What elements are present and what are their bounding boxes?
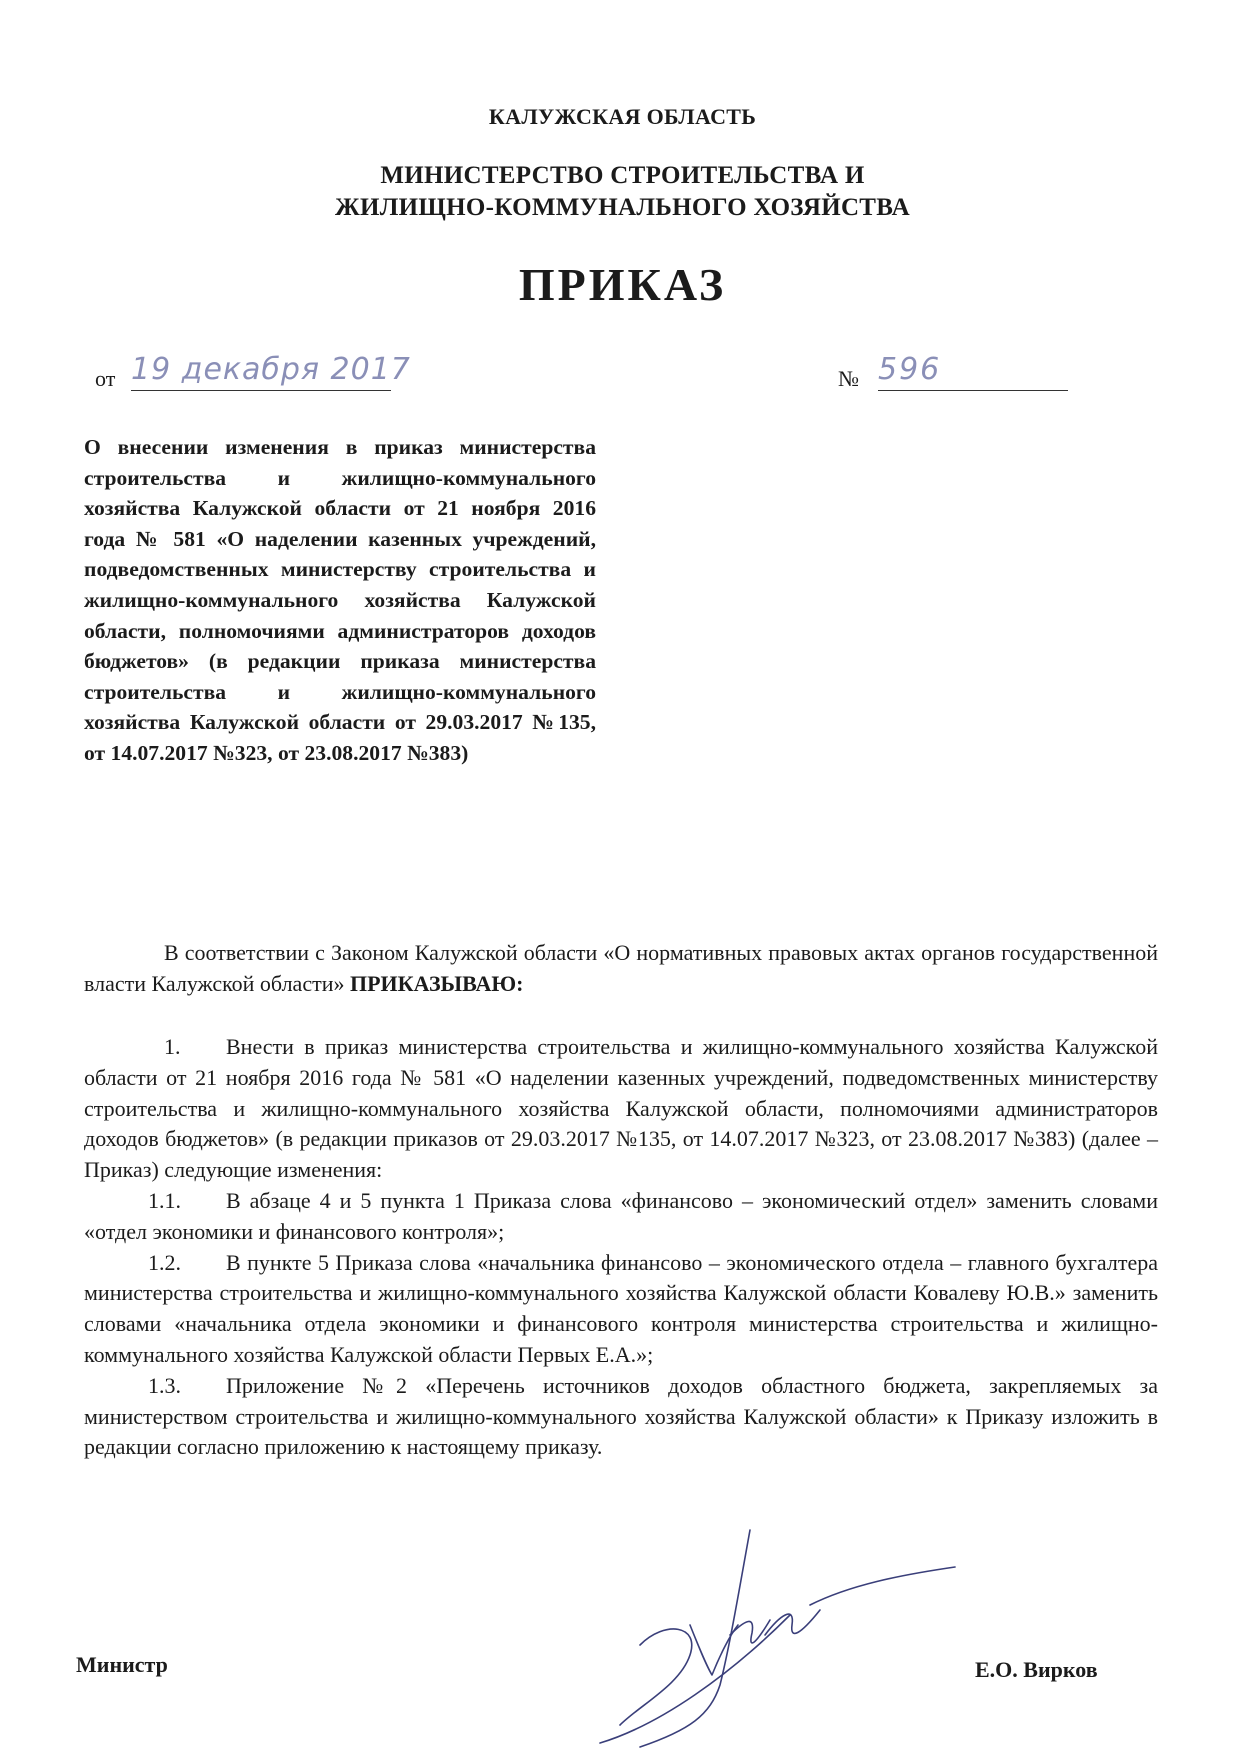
item-text: В абзаце 4 и 5 пункта 1 Приказа слова «финансово – экономический отдел» заменить словами «отдел экономики и финансового контроля»; bbox=[84, 1187, 1158, 1244]
preamble-paragraph bbox=[84, 938, 1158, 1000]
region-name: КАЛУЖСКАЯ ОБЛАСТЬ bbox=[488, 104, 757, 129]
item-text: Внести в приказ министерства строительства и жилищно-коммунального хозяйства Калужской области от 21 ноября 2016 года № 581 «О наделении казенных учреждений, подведомственных министерству строительства и жилищно-коммунального хозяйства Калужской области, полномочиями администраторов доходов бюджетов» (в редакции приказов от 29.03.2017 №135, от 14.07.2017 №323, от 23.08.2017 №383) (далее – Приказ) следующие изменения: bbox=[84, 1034, 1158, 1183]
item-number: 1.1. bbox=[148, 1187, 181, 1213]
item-text: В пункте 5 Приказа слова «начальника финансово – экономического отдела – главного бухгалтера министерства строительства и жилищно-коммунального хозяйства Калужской области Ковалеву Ю.В.» заменить словами «начальника отдела экономики и финансового контроля министерства строительства и жилищно-коммунального хозяйства Калужской области Первых Е.А.»; bbox=[84, 1249, 1158, 1367]
order-item bbox=[84, 1032, 1158, 1186]
item-number: 1.2. bbox=[148, 1249, 181, 1275]
order-item bbox=[84, 1371, 1158, 1463]
item-number: 1. bbox=[164, 1034, 181, 1059]
item-text: Приложение №2 «Перечень источников доходов областного бюджета, закрепляемых за министерством строительства и жилищно-коммунального хозяйства Калужской области» к Приказу изложить в редакции согласно приложению к настоящему приказу. bbox=[84, 1372, 1158, 1460]
ministry-name-line-2: ЖИЛИЩНО-КОММУНАЛЬНОГО ХОЗЯЙСТВА bbox=[334, 194, 911, 221]
signatory-title: Министр bbox=[76, 1652, 168, 1677]
number-label: № bbox=[838, 366, 859, 391]
order-item bbox=[84, 1248, 1158, 1371]
preamble-text: В соответствии с Законом Калужской области «О нормативных правовых актах органов государственной власти Калужской области» bbox=[84, 940, 1158, 996]
order-word: ПРИКАЗЫВАЮ: bbox=[349, 970, 524, 996]
document-title: ПРИКАЗ bbox=[518, 259, 727, 310]
date-label: от bbox=[95, 366, 116, 391]
signatory-name: Е.О. Вирков bbox=[975, 1657, 1098, 1682]
order-item bbox=[84, 1186, 1158, 1248]
number-handwritten-value: 596 bbox=[878, 352, 1068, 391]
date-handwritten-value: 19 декабря 2017 bbox=[131, 352, 391, 391]
ministry-name-line-1: МИНИСТЕРСТВО СТРОИТЕЛЬСТВА И bbox=[380, 162, 865, 189]
handwritten-signature bbox=[580, 1525, 960, 1755]
order-subject: О внесении изменения в приказ министерства строительства и жилищно-коммунального хозяйства Калужской области от 21 ноября 2016 года № 581 «О наделении казенных учреждений, подведомственных министерству строительства и жилищно-коммунального хозяйства Калужской области, полномочиями администраторов доходов бюджетов» (в редакции приказа министерства строительства и жилищно-коммунального хозяйства Калужской области от 29.03.2017 №135, от 14.07.2017 №323, от 23.08.2017 №383) bbox=[84, 435, 596, 765]
item-number: 1.3. bbox=[148, 1372, 181, 1398]
order-items bbox=[84, 1032, 1158, 1463]
